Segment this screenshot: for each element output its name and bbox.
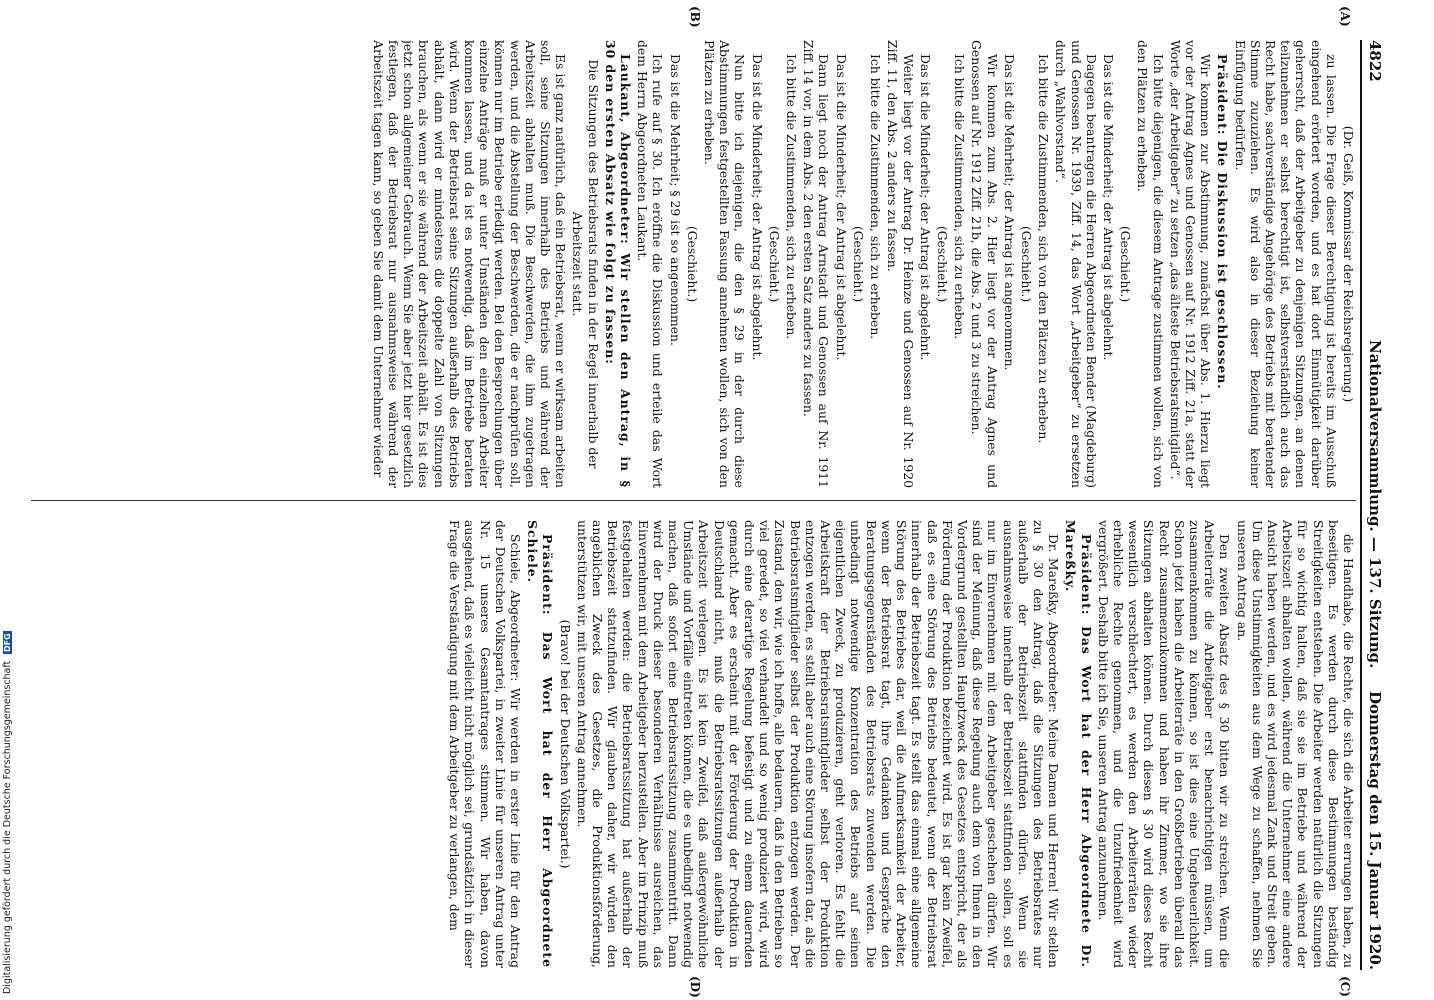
paragraph: (Geschieht.) — [934, 225, 950, 303]
paragraph: (Geschieht.) — [766, 225, 782, 303]
paragraph: Die Sitzungen des Betriebsrats finden in der Regel innerhalb der Arbeitszeit statt. — [570, 59, 601, 469]
paragraph: (Geschieht.) — [1118, 225, 1134, 303]
dfg-logo: DFG — [3, 632, 12, 652]
margin-marker-d: (D) — [688, 976, 702, 998]
paragraph: Das ist die Minderheit; der Antrag ist abgelehnt. — [833, 54, 849, 361]
paragraph: Ich bitte diejenigen, die diesem Antrage zustimmen wollen, sich von den Plätzen zu erheben. — [1135, 40, 1166, 488]
paragraph: Ich bitte die Zustimmenden, sich zu erheben. — [868, 54, 884, 340]
paragraph: Es ist ganz natürlich, daß ein Betriebsrat, wenn er wirksam arbeiten soll, seine Sitzungen innerhalb des Betriebs und während der Arbeitszeit abhalten muß. Die Beschwerden, die ihm zugetragen werden, und die Abstellung der Beschwerden, die er nachprüfen soll, können nur im Betriebe erledigt werden. Bei den Besprechungen über einzelne Anträge muß er unter Umständen den einzelnen Arbeiter kommen lassen, und da ist es notwendig, daß im Betriebe beraten wird. Wenn der Betriebsrat seine Sitzungen außerhalb des Betriebs abhält, dann wird er mindestens die doppelte Zahl von Sitzungen brauchen, als wenn er sie während der Arbeitszeit abhält. Es ist dies jetzt schon allgemeiner Gebrauch. Wenn Sie aber jetzt hier gesetzlich festlegen, daß der Betriebsrat nur ausnahmsweise während der Arbeitszeit tagen kann, so geben Sie damit dem Unternehmer wieder — [370, 40, 569, 488]
paragraph: (Geschieht.) — [1018, 225, 1034, 303]
paragraph: die Handhabe, die Rechte, die sich die Arbeiter errungen haben, zu beseitigen. Es werden durch diese Bestimmungen beständig Streitigkeiten entstehen. Die Arbeiter werden natürlich die Sitzungen für so wichtig halten, daß sie sie im Betriebe und während der Arbeitszeit abhalten wollen, während die Unternehmer eine andere Ansicht haben werden, und es wird jedesmal Zank und Streit geben. Um diese Unstimmigkeiten aus dem Wege zu schaffen, nehmen Sie unseren Antrag an. — [1234, 520, 1356, 968]
paragraph: Das ist die Mehrheit; § 29 ist so angenommen. — [667, 54, 683, 346]
paragraph: (Geschieht.) — [684, 225, 700, 303]
paragraph: Das ist die Minderheit; der Antrag ist abgelehnt. — [917, 54, 933, 361]
paragraph: Ich bitte die Zustimmenden, sich zu erheben. — [784, 54, 800, 340]
margin-marker-a: (A) — [1338, 6, 1352, 27]
paragraph: Dr. Mareßky, Abgeordneter: Meine Damen und Herren! Wir stellen zu § 30 den Antrag, daß die Sitzungen des Betriebsrates nur außerhalb der Betriebszeit stattfinden dürfen. Wenn sie ausnahmsweise innerhalb der Betriebszeit stattfinden sollen, soll es nur im Einvernehmen mit dem Arbeitgeber geschehen dürfen. Wir sind der Meinung, daß diese Regelung auch dem von Ihnen in den Vordergrund gestellten Hauptzweck des Gesetzes entspricht, der als Förderung der Produktion bezeichnet wird. Es ist gar kein Zweifel, daß es eine Störung des Betriebs bedeutet, wenn der Betriebsrat innerhalb der Betriebszeit tagt. Es stellt das einmal eine allgemeine Störung des Betriebes dar, weil die Aufmerksamkeit der Arbeiter, wenn der Betriebsrat tagt, ihre Gedanken und Gespräche den Beratungsgegenständen des Betriebsrats zuwenden werden. Die unbedingt notwendige Konzentration des Betriebs auf seinen eigentlichen Zweck, zu produzieren, geht verloren. Es fehlt die Arbeitskraft der Betriebsratsmitglieder selbst der Produktion entzogen werden, es stellt aber auch eine Störung insofern dar, als die Betriebsratsmitglieder selbst der Produktion entzogen werden. Der Zustand, den wir, wie ich hoffe, alle bedauern, daß in den Betrieben so viel geredet, so viel verhandelt und so wenig produziert wird, wird durch eine derartige Regelung befestigt und zu einem dauernden gemacht. Aber es erscheint mit der Förderung der Produktion in Deutschland nicht, muß die Betriebsratssitzungen außerhalb der Arbeitszeit verlegen. Es ist kein Zweifel, daß außergewöhnliche Umstände und Vorfälle eintreten können, die es unbedingt notwendig machen, daß sofort eine Betriebsratssitzung zusammentritt. Dann wird der Druck dieser besonderen Verhältnisse ausreichen, das Einvernehmen mit dem Arbeitgeber herzustellen. Aber im Prinzip muß festgehalten werden: die Betriebsratssitzung hat außerhalb der Betriebszeit stattzufinden. Wir glauben daher, wir würden den angeblichen Zweck des Gesetzes, die Produktionsförderung, unterstützen wir, mit unseren Antrag annehmen. — [574, 520, 1062, 968]
paragraph: Ich bitte die Zustimmenden, sich von den Plätzen zu erheben. — [1036, 54, 1052, 444]
paragraph: Schiele, Abgeordneter: Wir werden in erster Linie für den Antrag der Deutschen Volkspartei, in zweiter Linie für unseren Antrag unter Nr. 15 unseres Gesamtantrages stimmen. Wir haben, davon ausgehend, daß es vielleicht nicht möglich sei, grundsätzlich in dieser Frage die Verständigung mit dem Arbeitgeber zu verlangen, dem — [447, 520, 524, 968]
paragraph: Ich rufe auf § 30. Ich eröffne die Diskussion und erteile das Wort dem Herrn Abgeordneten Laukant. — [635, 40, 666, 488]
margin-marker-c: (C) — [1338, 976, 1352, 997]
speaker-paragraph: Präsident: Die Diskussion ist geschlossen. — [1215, 54, 1231, 390]
right-column — [31, 520, 1356, 968]
paragraph: Ich bitte die Zustimmenden, sich zu erheben. — [952, 54, 968, 340]
paragraph: Wir kommen zum Abs. 2. Hier liegt vor der Antrag Agnes und Genossen auf Nr. 1912 Ziff. 21b, die Abs. 2 und 3 zu streichen. — [969, 40, 1000, 488]
paragraph: (Dr. Geiß, Kommissar der Reichsregierung.) — [1341, 125, 1356, 403]
paragraph: Wir kommen zur Abstimmung, zunächst über Abs. 1. Hierzu liegt vor der Antrag Agnes und Genossen auf Nr. 1912 Ziff. 21a, statt der Worte „der Arbeitgeber“ zu setzen „das älteste Betriebsratsmitglied“. — [1167, 40, 1214, 488]
paragraph: zu lassen. Die Frage dieser Berechtigung ist bereits im Ausschuß eingehend erörtert worden, und es hat dort Einmütigkeit darüber geherrscht, daß der Arbeitgeber zu denjenigen Sitzungen, an denen teilzunehmen er selbst berechtigt ist, selbstverständlich auch das Recht habe, sachverständige Angehörige des Betriebs mit beratender Stimme zuzuziehen. Es wird also in dieser Beziehung keiner Einfügung bedürfen. — [1232, 40, 1339, 488]
paragraph: Nun bitte ich diejenigen, die den § 29 in der durch diese Abstimmungen festgestellten Fassung annehmen wollen, sich von den Plätzen zu erheben. — [702, 40, 748, 488]
paragraph: Das ist die Mehrheit; der Antrag ist angenommen. — [1001, 54, 1017, 371]
rotated-page — [12, 0, 1392, 1000]
speaker-paragraph: Präsident: Das Wort hat der Herr Abgeordnete Dr. Mareßky. — [1063, 520, 1094, 968]
paragraph: (Geschieht.) — [850, 225, 866, 303]
margin-marker-b: (B) — [688, 6, 702, 28]
left-column — [31, 40, 1356, 488]
paragraph: Weiter liegt vor der Antrag Dr. Heinze und Genossen auf Nr. 1920 Ziff. 11, den Abs. 2 anders zu fassen. — [885, 40, 916, 488]
speaker-paragraph: Präsident: Das Wort hat der Herr Abgeordnete Schiele. — [525, 520, 556, 968]
paragraph: Dagegen beantragen die Herren Abgeordneten Bender (Magdeburg) und Genossen Nr. 1939, Ziff. 14, das Wort „Arbeitgeber“ zu ersetzen durch „Wahlvorstand“. — [1053, 40, 1099, 488]
footer-credit-text: Digitalisierung gefördert durch die Deutsche Forschungsgemeinschaft — [2, 660, 13, 994]
paragraph: Das ist die Minderheit; der Antrag ist abgelehnt. — [1100, 54, 1116, 361]
paragraph: Das ist die Minderheit; der Antrag ist abgelehnt. — [749, 54, 765, 361]
page-number: 4822 — [1366, 40, 1384, 82]
speaker-paragraph: Laukant, Abgeordneter: Wir stellen den Antrag, in § 30 den ersten Absatz wie folgt zu fassen: — [602, 40, 634, 488]
header-rule — [1360, 40, 1362, 970]
page-title: Nationalversammlung. — 137. Sitzung. — [1366, 340, 1384, 669]
paragraph: Dann liegt noch der Antrag Arnstadt und Genossen auf Nr. 1911 Ziff. 14 vor, in dem Abs. 2 den ersten Satz anders zu fassen. — [801, 40, 832, 488]
column-divider — [31, 500, 1356, 501]
page-header — [1362, 40, 1384, 970]
paragraph: (Bravo! bei der Deutschen Volkspartei.) — [557, 619, 573, 869]
paragraph: Den zweiten Absatz des § 30 bitten wir zu streichen. Wenn die Arbeiterräte die Arbeitgeber erst benachrichtigen müssen, um zusammenkommen zu können, so ist dies eine Ungeheuerlichkeit. Schon jetzt haben die Arbeiterräte in den Großbetrieben überall das Recht zusammenzukommen und haben ihr Zimmer, wo sie ihre Sitzungen abhalten können. Durch diesen § 30 wird dieses Recht wesentlich verschlechtert, es werden den Arbeiterräten wieder erhebliche Rechte genommen, und die Unzufriedenheit wird vergrößert. Deshalb bitte ich Sie, unseren Antrag anzunehmen. — [1095, 520, 1233, 968]
page-date: Donnerstag den 15. Januar 1920. — [1366, 691, 1384, 970]
